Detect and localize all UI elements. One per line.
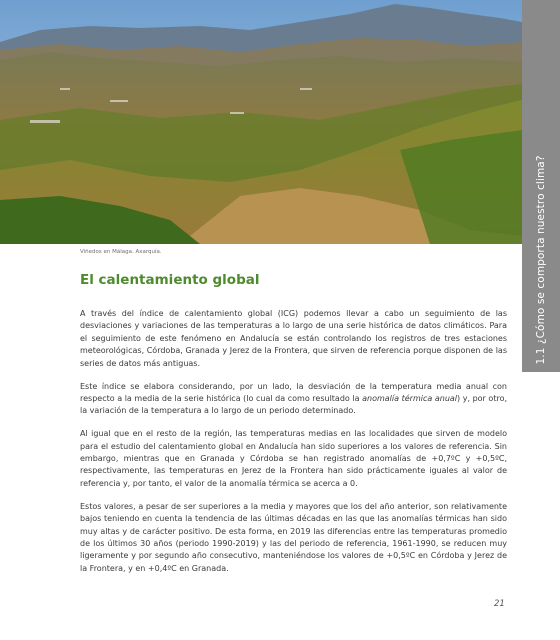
paragraph-1: A través del índice de calentamiento global (ICG) podemos llevar a cabo un seguimiento de las desviaciones y variaciones de las temperaturas a lo largo de una serie histórica de datos climáticos. Para el seguimiento de este fenómeno en Andalucía se están controlando los registros de tres estaciones meteorológicas, Córdoba, Granada y Jerez de la Frontera, que sirven de referencia porque disponen de las series de datos más antiguas. <box>80 309 507 368</box>
paragraph-2 <box>80 381 507 418</box>
paragraph-2-text-end: ) y, por otro, la variación de la temperatura a lo largo de un periodo determinado. <box>80 393 508 416</box>
paragraph-2-emphasis: anomalía térmica anual <box>362 393 458 403</box>
page-number: 21 <box>494 599 505 609</box>
paragraph-2-text-start: Este índice se elabora considerando, por un lado, la desviación de la temperatura media anual con respecto a la media de la serie histórica (lo cual da como resultado la <box>80 381 507 403</box>
paragraph-3: Al igual que en el resto de la región, las temperaturas medias en las localidades que sirven de modelo para el estudio del calentamiento global en Andalucía han sido superiores a los valores de referencia. Sin embargo, mientras que en Granada y Córdoba se han registrado anomalías de +0,7ºC y +0,5ºC, respectivamente, las temperaturas en Jerez de la Frontera han sido prácticamente iguales al valor de referencia y, por tanto, el valor de la anomalía térmica se acerca a 0. <box>80 429 507 488</box>
landscape-photo <box>0 0 522 244</box>
section-title: El calentamiento global <box>80 272 260 288</box>
body-text <box>80 308 507 586</box>
paragraph-4: Estos valores, a pesar de ser superiores a la media y mayores que los del año anterior, son relativamente bajos teniendo en cuenta la tendencia de las últimas décadas en las que las anomalías térmicas han sido muy altas y de carácter positivo. De esta forma, en 2019 las diferencias entre las temperaturas promedio de los últimos 30 años (periodo 1990-2019) y las del periodo de referencia, 1961-1990, se reducen muy ligeramente y por segundo año consecutivo, manteniéndose los valores de +0,5ºC en Córdoba y Jerez de la Frontera, y en +0,4ºC en Granada. <box>80 501 507 573</box>
chapter-side-tab <box>522 0 560 372</box>
chapter-side-tab-label: 1.1 ¿Cómo se comporta nuestro clima? <box>535 155 547 365</box>
photo-caption: Viñedos en Málaga. Axarquía. <box>80 249 162 255</box>
